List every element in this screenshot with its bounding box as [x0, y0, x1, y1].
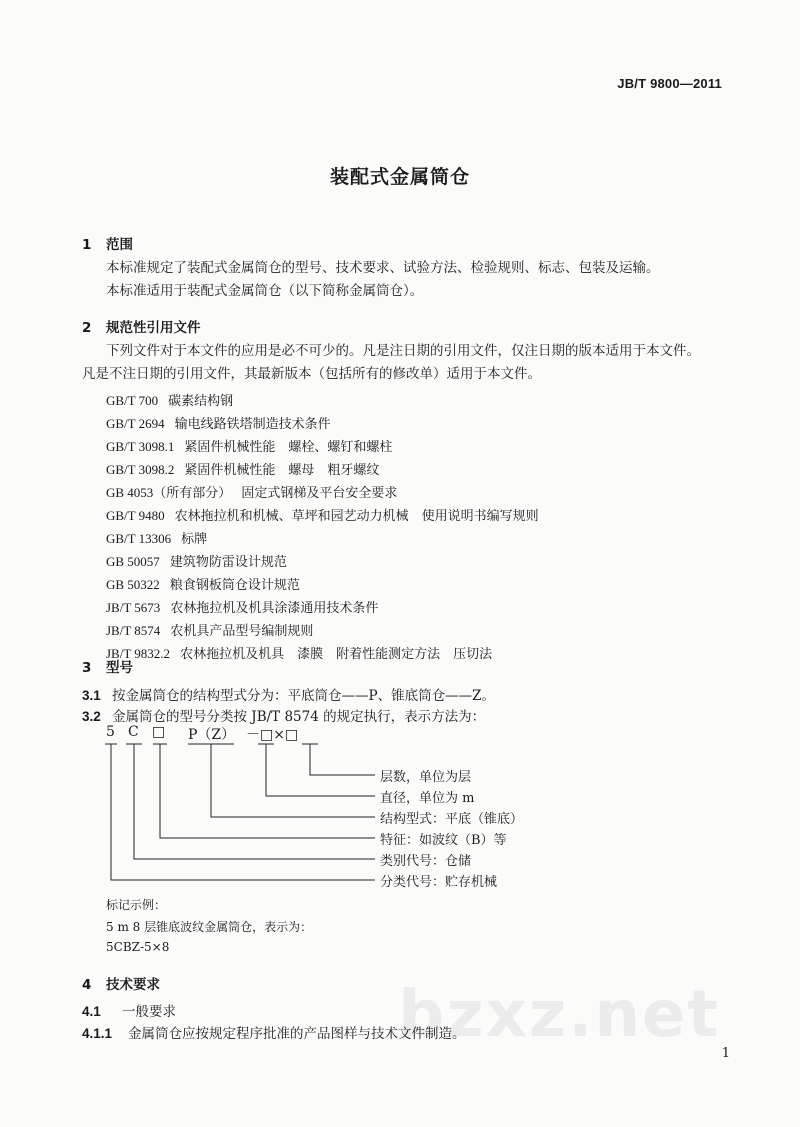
section-4-heading — [82, 973, 160, 993]
section-number: 2 — [82, 320, 92, 336]
section-title: 技术要求 — [106, 977, 160, 993]
reference-item: GB 50057 建筑物防雷设计规范 — [106, 554, 287, 570]
clause-4-1: 4.1 一般要求 — [82, 1004, 176, 1020]
page-number: 1 — [721, 1046, 730, 1061]
marking-example-heading: 标记示例： — [106, 898, 167, 912]
watermark: bzxz.net — [398, 978, 720, 1052]
model-token-structure: P（Z） — [188, 727, 236, 743]
section-title: 规范性引用文件 — [106, 320, 201, 336]
section-number: 4 — [82, 977, 92, 993]
clause-4-1-1: 4.1.1 金属筒仓应按规定程序批准的产品图样与技术文件制造。 — [82, 1026, 466, 1042]
designation-label-structure: 结构型式：平底（锥底） — [380, 812, 524, 827]
reference-item: GB/T 3098.2 紧固件机械性能 螺母 粗牙螺纹 — [106, 462, 380, 478]
reference-item: GB 50322 粮食钢板筒仓设计规范 — [106, 577, 300, 593]
reference-item: GB/T 9480 农林拖拉机和机械、草坪和园艺动力机械 使用说明书编写规则 — [106, 508, 539, 524]
scope-paragraph-2: 本标准适用于装配式金属筒仓（以下简称金属筒仓）。 — [106, 283, 424, 299]
designation-label-diameter: 直径，单位为 m — [380, 791, 475, 806]
section-number: 3 — [82, 660, 92, 676]
reference-item: GB/T 700 碳素结构钢 — [106, 393, 234, 409]
refs-intro-line-1: 下列文件对于本文件的应用是必不可少的。凡是注日期的引用文件，仅注日期的版本适用于本文件。 — [106, 343, 700, 359]
designation-label-layers: 层数，单位为层 — [380, 770, 472, 785]
marking-example-text: 5 m 8 层锥底波纹金属筒仓，表示为： — [106, 920, 313, 934]
designation-label-feature: 特征：如波纹（B）等 — [380, 833, 507, 848]
clause-3-1: 3.1 按金属筒仓的结构型式分为：平底筒仓——P、锥底筒仓——Z。 — [82, 688, 495, 704]
marking-example-code: 5CBZ-5×8 — [106, 940, 170, 954]
designation-label-class: 分类代号：贮存机械 — [380, 875, 498, 890]
reference-item: JB/T 9832.2 农林拖拉机及机具 漆膜 附着性能测定方法 压切法 — [106, 646, 493, 662]
reference-item: JB/T 5673 农林拖拉机及机具涂漆通用技术条件 — [106, 600, 379, 616]
reference-item: GB/T 3098.1 紧固件机械性能 螺栓、螺钉和螺柱 — [106, 439, 393, 455]
clause-3-2: 3.2 金属筒仓的型号分类按 JB/T 8574 的规定执行，表示方法为： — [82, 709, 486, 725]
reference-item: GB 4053（所有部分） 固定式钢梯及平台安全要求 — [106, 485, 398, 501]
model-token-class: 5 — [106, 724, 115, 740]
section-title: 型号 — [106, 660, 133, 676]
designation-label-category: 类别代号：仓储 — [380, 854, 472, 869]
model-token-category: C — [128, 724, 139, 740]
reference-item: GB/T 2694 输电线路铁塔制造技术条件 — [106, 416, 331, 432]
model-token-feature: □ — [152, 724, 166, 740]
refs-intro-line-2: 凡是不注日期的引用文件，其最新版本（包括所有的修改单）适用于本文件。 — [82, 366, 541, 382]
section-title: 范围 — [106, 237, 133, 253]
scope-paragraph-1: 本标准规定了装配式金属筒仓的型号、技术要求、试验方法、检验规则、标志、包装及运输。 — [106, 260, 660, 276]
model-token-size: －□×□ — [246, 727, 299, 743]
section-number: 1 — [82, 237, 92, 253]
reference-item: GB/T 13306 标牌 — [106, 531, 208, 547]
document-title: 装配式金属筒仓 — [329, 166, 470, 188]
standard-code: JB/T 9800—2011 — [617, 76, 722, 91]
reference-item: JB/T 8574 农机具产品型号编制规则 — [106, 623, 314, 639]
